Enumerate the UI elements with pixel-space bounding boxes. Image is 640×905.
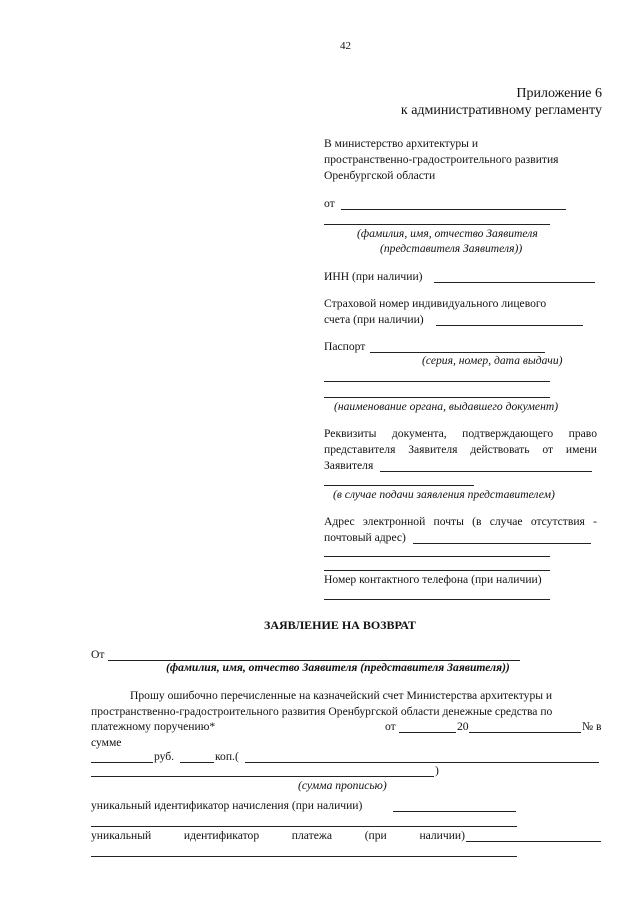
from-label: от <box>324 197 335 210</box>
email-field-1[interactable] <box>413 543 591 544</box>
addressee-line-3: Оренбургской области <box>324 169 436 182</box>
payment-id-label: уникальный идентификатор платежа (при наличии) <box>91 829 465 842</box>
from-name-field-2[interactable] <box>324 224 550 225</box>
issuer-field-2[interactable] <box>324 397 550 398</box>
uin-label: уникальный идентификатор начисления (при наличии) <box>91 799 363 812</box>
sum-hint: (сумма прописью) <box>298 779 387 792</box>
snils-label-1: Страховой номер индивидуального лицевого <box>324 297 547 310</box>
payment-year-field[interactable] <box>469 732 581 733</box>
email-field-2[interactable] <box>324 556 550 557</box>
email-line-1: Адрес электронной почты (в случае отсутствия - <box>324 515 597 528</box>
snils-field[interactable] <box>436 325 583 326</box>
email-field-3[interactable] <box>324 570 550 571</box>
snils-label-2: счета (при наличии) <box>324 313 424 326</box>
rub-field[interactable] <box>91 762 153 763</box>
phone-field[interactable] <box>324 599 550 600</box>
year-prefix: 20 <box>457 720 469 733</box>
rub-label: руб. <box>154 750 175 763</box>
paragraph-line-3: платежному поручению* <box>91 720 216 733</box>
phone-label: Номер контактного телефона (при наличии) <box>324 573 542 586</box>
rep-doc-field-1[interactable] <box>380 471 592 472</box>
statement-from-hint: (фамилия, имя, отчество Заявителя (представителя Заявителя)) <box>166 661 510 674</box>
rep-doc-field-2[interactable] <box>324 485 474 486</box>
payment-id-field-2[interactable] <box>91 856 517 857</box>
issuer-field-1[interactable] <box>324 381 550 382</box>
rep-doc-line-1: Реквизиты документа, подтверждающего право <box>324 427 597 440</box>
regulation-subtitle: к административному регламенту <box>400 103 602 118</box>
payment-id-field-1[interactable] <box>466 841 601 842</box>
issuer-hint: (наименование органа, выдавшего документ) <box>334 400 559 413</box>
inn-field[interactable] <box>434 282 595 283</box>
uin-field-2[interactable] <box>91 826 517 827</box>
uin-field-1[interactable] <box>393 811 516 812</box>
sum-label: сумме <box>91 736 122 749</box>
from-hint-2: (представителя Заявителя)) <box>380 242 523 255</box>
payment-date-label: от <box>385 720 396 733</box>
passport-hint: (серия, номер, дата выдачи) <box>422 354 563 367</box>
rep-doc-line-2: представителя Заявителя действовать от имени <box>324 443 597 456</box>
passport-label: Паспорт <box>324 340 366 353</box>
sum-words-field-1[interactable] <box>245 762 599 763</box>
kop-label: коп.( <box>215 750 239 763</box>
from-name-field[interactable] <box>341 209 566 210</box>
sum-close-paren: ) <box>435 764 439 777</box>
addressee-line-2: пространственно-градостроительного развития <box>324 153 559 166</box>
payment-date-field[interactable] <box>399 732 456 733</box>
passport-field[interactable] <box>370 352 545 353</box>
appendix-title: Приложение 6 <box>516 86 602 101</box>
kop-field[interactable] <box>180 762 214 763</box>
paragraph-line-2: пространственно-градостроительного развития Оренбургской области денежные средства по <box>91 705 553 718</box>
statement-title: ЗАЯВЛЕНИЕ НА ВОЗВРАТ <box>264 618 416 632</box>
email-line-2: почтовый адрес) <box>324 531 406 544</box>
rep-doc-hint: (в случае подачи заявления представителем) <box>333 488 555 501</box>
paragraph-line-1: Прошу ошибочно перечисленные на казначейский счет Министерства архитектуры и <box>130 689 553 702</box>
number-sign: № в <box>582 720 602 733</box>
rep-doc-line-3: Заявителя <box>324 459 374 472</box>
addressee-line-1: В министерство архитектуры и <box>324 137 479 150</box>
statement-from-label: От <box>91 648 105 661</box>
inn-label: ИНН (при наличии) <box>324 270 423 283</box>
sum-words-field-2[interactable] <box>91 776 434 777</box>
page-number: 42 <box>340 40 351 52</box>
from-hint-1: (фамилия, имя, отчество Заявителя <box>357 227 538 240</box>
